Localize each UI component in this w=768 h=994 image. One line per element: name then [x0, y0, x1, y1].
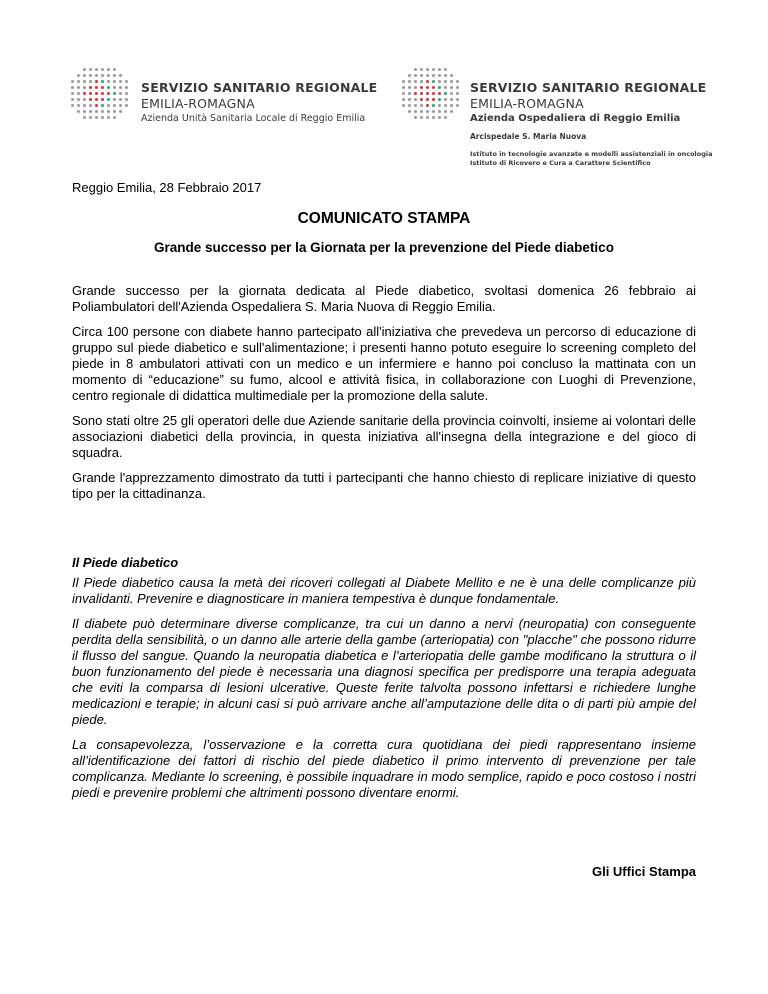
logo-dot — [420, 104, 423, 107]
logo-dot — [125, 80, 128, 83]
logo-dot — [71, 92, 74, 95]
logo-dot — [113, 98, 116, 101]
logo-dot — [113, 116, 116, 119]
logo-dot — [77, 80, 80, 83]
logo-dot — [438, 98, 441, 101]
paragraph: Grande successo per la giornata dedicata al Piede diabetico, svoltasi domenica 26 febbraio ai Poliambulatori dell'Azienda Ospedaliera S. Maria Nuova di Reggio Emilia. — [72, 283, 696, 314]
logo-asmn-line4: Arcispedale S. Maria Nuova — [470, 132, 587, 141]
logo-dot — [77, 104, 80, 107]
logo-dot — [414, 98, 417, 101]
logo-dot — [83, 110, 86, 113]
main-body — [72, 283, 696, 511]
logo-dot — [432, 116, 435, 119]
logo-dot — [414, 74, 417, 77]
logo-dot — [107, 86, 110, 89]
logo-dot — [450, 92, 453, 95]
logo-dot — [426, 110, 429, 113]
logo-dot — [125, 92, 128, 95]
logo-dot — [450, 80, 453, 83]
logo-dot — [89, 80, 92, 83]
logo-dot-grid-icon — [402, 68, 462, 124]
section-paragraph: Il Piede diabetico causa la metà dei ricoveri collegati al Diabete Mellito e ne è una delle complicanze più invalidanti. Prevenire e diagnosticare in maniera tempestiva è dunque fondamentale. — [72, 575, 696, 606]
logo-dot — [456, 98, 459, 101]
logo-dot — [95, 80, 98, 83]
logo-dot — [438, 68, 441, 71]
logo-dot — [456, 104, 459, 107]
logo-dot — [402, 80, 405, 83]
logo-dot — [456, 86, 459, 89]
logo-asmn-line5: Istituto in tecnologie avanzate e modelli assistenziali in oncologia — [470, 150, 713, 158]
logo-dot — [420, 110, 423, 113]
logo-dot — [95, 98, 98, 101]
logo-dot — [420, 74, 423, 77]
logo-dot — [408, 86, 411, 89]
logo-dot — [101, 104, 104, 107]
logo-dot — [432, 80, 435, 83]
logo-dot — [438, 74, 441, 77]
logo-dot — [107, 104, 110, 107]
logo-dot — [450, 86, 453, 89]
logo-dot — [408, 110, 411, 113]
logo-dot — [119, 80, 122, 83]
logo-dot — [432, 68, 435, 71]
signature: Gli Uffici Stampa — [591, 864, 696, 879]
logo-asmn — [402, 68, 713, 167]
logo-dot — [113, 68, 116, 71]
logo-dot — [89, 116, 92, 119]
logo-dot — [77, 98, 80, 101]
logo-dot — [119, 104, 122, 107]
logo-dot — [408, 74, 411, 77]
logo-dot — [420, 116, 423, 119]
logo-dot — [438, 86, 441, 89]
logo-asmn-line2: EMILIA-ROMAGNA — [470, 96, 584, 111]
paragraph: Circa 100 persone con diabete hanno partecipato all'iniziativa che prevedeva un percorso di educazione di gruppo sul piede diabetico e sull'alimentazione; i presenti hanno potuto eseguire lo screening completo del piede in 8 ambulatori attivati con un medico e un infermiere e hanno poi concluso la mattinata con un momento di “educazione” su fumo, alcool e attività fisica, in collaborazione con Luoghi di Prevenzione, centro regionale di didattica multimediale per la promozione della salute. — [72, 324, 696, 403]
logo-dot — [77, 110, 80, 113]
logo-asmn-text — [470, 80, 768, 168]
logo-dot — [402, 92, 405, 95]
logo-dot — [438, 116, 441, 119]
logo-dot — [125, 104, 128, 107]
logo-dot — [426, 104, 429, 107]
logo-ausl-text — [141, 80, 421, 126]
logo-dot — [113, 104, 116, 107]
logo-dot — [408, 104, 411, 107]
logo-dot — [438, 104, 441, 107]
logo-dot — [101, 110, 104, 113]
logo-dot — [432, 92, 435, 95]
logo-dot — [101, 68, 104, 71]
document-title: COMUNICATO STAMPA — [297, 210, 471, 227]
logo-dot — [414, 86, 417, 89]
logo-asmn-line1: SERVIZIO SANITARIO REGIONALE — [470, 80, 707, 95]
logo-dot — [95, 116, 98, 119]
logo-dot — [444, 98, 447, 101]
logo-dot — [420, 98, 423, 101]
logo-dot — [101, 98, 104, 101]
logo-dot — [119, 110, 122, 113]
logo-dot — [450, 110, 453, 113]
logo-dot — [414, 80, 417, 83]
logo-dot — [438, 80, 441, 83]
logo-dot — [438, 110, 441, 113]
logo-dot — [426, 116, 429, 119]
logo-dot — [438, 92, 441, 95]
logo-dot — [83, 80, 86, 83]
logo-dot — [119, 86, 122, 89]
logo-dot — [125, 86, 128, 89]
logo-dot — [456, 80, 459, 83]
logo-dot — [450, 98, 453, 101]
section-paragraph: La consapevolezza, l’osservazione e la corretta cura quotidiana dei piedi rappresentano insieme all’identificazione dei fattori di rischio del piede diabetico il primo intervento di prevenzione per tale complicanza. Mediante lo screening, è possibile inquadrare in modo semplice, rapido e poco costoso i nostri piedi e prevenire problemi che altrimenti possono diventare enormi. — [72, 737, 696, 800]
logo-dot — [420, 92, 423, 95]
logo-dot — [450, 104, 453, 107]
logo-dot — [71, 80, 74, 83]
logo-dot — [119, 92, 122, 95]
document-date: Reggio Emilia, 28 Febbraio 2017 — [72, 180, 262, 195]
logo-dot — [95, 104, 98, 107]
logo-dot — [408, 92, 411, 95]
logo-dot — [95, 74, 98, 77]
logo-dot — [119, 98, 122, 101]
logo-dot — [456, 92, 459, 95]
logo-dot — [101, 74, 104, 77]
logo-dot — [101, 80, 104, 83]
logo-dot — [408, 80, 411, 83]
logo-dot — [113, 110, 116, 113]
logo-dot — [89, 92, 92, 95]
logo-dot — [113, 80, 116, 83]
logo-dot — [83, 92, 86, 95]
logo-dot — [113, 92, 116, 95]
logo-dot — [444, 80, 447, 83]
logo-dot — [101, 116, 104, 119]
logo-dot — [107, 74, 110, 77]
logo-dot — [426, 98, 429, 101]
logo-dot — [119, 74, 122, 77]
logo-dot — [426, 74, 429, 77]
logo-dot — [113, 86, 116, 89]
logo-dot — [426, 68, 429, 71]
logo-dot — [89, 74, 92, 77]
logo-dot — [414, 68, 417, 71]
logo-ausl-line1: SERVIZIO SANITARIO REGIONALE — [141, 80, 378, 95]
logo-dot — [107, 80, 110, 83]
logo-dot — [402, 98, 405, 101]
logo-dot — [444, 86, 447, 89]
logo-dot — [95, 68, 98, 71]
logo-dot — [113, 74, 116, 77]
logo-dot — [444, 68, 447, 71]
logo-dot — [420, 86, 423, 89]
paragraph: Grande l'apprezzamento dimostrato da tutti i partecipanti che hanno chiesto di replicare iniziative di questo tipo per la cittadinanza. — [72, 470, 696, 501]
logo-dot — [450, 74, 453, 77]
logo-dot — [414, 92, 417, 95]
logo-dot — [402, 86, 405, 89]
logo-dot — [83, 74, 86, 77]
logo-dot — [444, 74, 447, 77]
section-body — [72, 575, 696, 810]
logo-dot — [432, 104, 435, 107]
logo-asmn-line3: Azienda Ospedaliera di Reggio Emilia — [470, 113, 681, 124]
logo-dot — [71, 86, 74, 89]
logo-dot — [89, 110, 92, 113]
logo-dot — [83, 104, 86, 107]
logo-dot — [83, 98, 86, 101]
logo-ausl-line3: Azienda Unità Sanitaria Locale di Reggio Emilia — [141, 113, 366, 124]
logo-dot — [432, 86, 435, 89]
logo-dot — [432, 98, 435, 101]
logo-dot — [71, 98, 74, 101]
logo-dot — [432, 74, 435, 77]
logo-dot — [71, 104, 74, 107]
logo-dot — [107, 116, 110, 119]
logo-dot — [89, 104, 92, 107]
document-subtitle: Grande successo per la Giornata per la prevenzione del Piede diabetico — [154, 240, 614, 255]
logo-dot — [426, 92, 429, 95]
logo-dot-grid-icon — [71, 68, 131, 124]
logo-dot — [444, 104, 447, 107]
logo-dot — [444, 110, 447, 113]
logo-dot — [101, 92, 104, 95]
logo-dot — [107, 92, 110, 95]
logo-dot — [89, 68, 92, 71]
section-heading: Il Piede diabetico — [72, 555, 179, 570]
logo-ausl-line2: EMILIA-ROMAGNA — [141, 96, 255, 111]
paragraph: Sono stati oltre 25 gli operatori delle due Aziende sanitarie della provincia coinvolti, insieme ai volontari delle associazioni diabetici della provincia, in questa iniziativa all'insegna della integrazione e del gioco di squadra. — [72, 413, 696, 460]
logo-asmn-line6: Istituto di Ricovero e Cura a Carattere Scientifico — [470, 159, 651, 167]
logo-dot — [414, 116, 417, 119]
logo-dot — [444, 92, 447, 95]
logo-dot — [414, 104, 417, 107]
logo-dot — [89, 98, 92, 101]
logo-dot — [77, 86, 80, 89]
logo-ausl — [71, 68, 378, 124]
logo-dot — [125, 98, 128, 101]
logo-dot — [420, 68, 423, 71]
logo-dot — [426, 86, 429, 89]
logo-dot — [89, 86, 92, 89]
logo-dot — [402, 104, 405, 107]
logo-dot — [83, 116, 86, 119]
logo-dot — [95, 92, 98, 95]
logo-dot — [95, 86, 98, 89]
section-paragraph: Il diabete può determinare diverse complicanze, tra cui un danno a nervi (neuropatia) con conseguente perdita della sensibilità, o un danno alle arterie della gambe (arteriopatia) con "placche" che possono ridurre il flusso del sangue. Quando la neuropatia diabetica e l’arteriopatia delle gambe modificano la struttura o il buon funzionamento del piede è necessaria una diagnosi specifica per predisporre una terapia adeguata che eviti la comparsa di lesioni ulcerative. Queste ferite talvolta possono infettarsi e richiedere lunghe medicazioni e terapie; in alcuni casi si può arrivare anche all’amputazione delle dita o di parti più ampie del piede. — [72, 616, 696, 727]
logo-dot — [107, 110, 110, 113]
logo-dot — [444, 116, 447, 119]
logo-dot — [426, 80, 429, 83]
logo-dot — [107, 68, 110, 71]
logo-dot — [95, 110, 98, 113]
logo-dot — [77, 92, 80, 95]
logo-dot — [408, 98, 411, 101]
logo-dot — [107, 98, 110, 101]
logo-dot — [420, 80, 423, 83]
logo-dot — [83, 68, 86, 71]
logo-dot — [101, 86, 104, 89]
logo-dot — [432, 110, 435, 113]
logo-dot — [77, 74, 80, 77]
logo-dot — [414, 110, 417, 113]
logo-dot — [83, 86, 86, 89]
